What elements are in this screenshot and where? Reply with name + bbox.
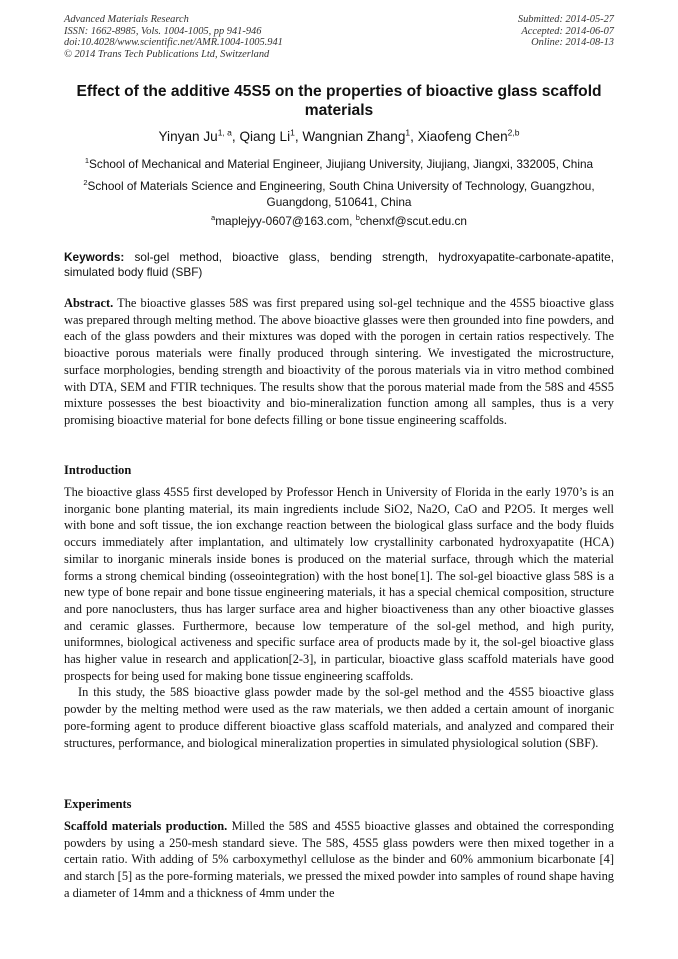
doi-line: doi:10.4028/www.scientific.net/AMR.1004-1005.941 (64, 37, 283, 49)
affiliation-2 (64, 178, 614, 210)
email-mark: b (355, 213, 360, 223)
paragraph: The bioactive glass 45S5 first developed by Professor Hench in University of Florida in the early 1970’s is an inorganic bone planting material, its main ingredients include SiO2, Na2O, CaO and P2O5. It merges well with bone and soft tissue, the ion exchange reaction between the biological glass surface and the body fluids occurs immediately after implantation, and ultimately low crystallinity carbonated hydroxyapatite (HCA) similar to inorganic minerals inside bones is produced on the material surface, through which the material forms a strong chemical binding (osseointegration) with the host bone[1]. The sol-gel bioactive glass 58S is a new type of bone repair and bone tissue engineering materials, it has a special chemical composition, structure and pore nanoclusters, thus has larger surface area and higher bioactiveness than any other bioactive glasses and ceramic glasses. Furthermore, because low temperature of the sol-gel method, and high purity, uniformnes, biological activeness and specific surface area of products made by it, the sol-gel bioactive glass has higher value in research and application[2-3], in particular, bioactive glass scaffold materials have good prospects for being used for making bone tissue engineering scaffolds. (64, 485, 614, 683)
affiliation-mark: 1 (84, 156, 90, 166)
journal-info (64, 14, 283, 60)
author-list (64, 128, 614, 145)
author-name: Qiang Li (239, 129, 291, 144)
abstract-block (64, 295, 614, 429)
keywords-block (64, 250, 614, 280)
paragraph: Milled the 58S and 45S5 bioactive glasses and obtained the corresponding powders by using a 250-mesh standard sieve. The 58S, 45S5 glass powders were then mixed together in a certain ratio. With adding of 5% carboxymethyl cellulose as the binder and 60% ammonium bicarbonate [4] and starch [5] as the pore-forming materials, we pressed the mixed powder into samples of round shape having a diameter of 14mm and a thickness of 4mm under the (64, 819, 614, 900)
author-separator: , (294, 129, 303, 144)
dates-info (518, 14, 614, 49)
author-affiliation-mark: 1 (405, 127, 411, 138)
author-name: Yinyan Ju (158, 129, 218, 144)
author-affiliation-mark: 1 (290, 127, 295, 138)
experiments-body (64, 818, 614, 902)
email-mark: a (211, 213, 216, 223)
section-heading-experiments: Experiments (64, 797, 132, 811)
abstract-label: Abstract. (64, 296, 114, 310)
author-name: Xiaofeng Chen (417, 129, 508, 144)
journal-name: Advanced Materials Research (64, 14, 189, 25)
section-heading-introduction: Introduction (64, 463, 132, 477)
paper-title: Effect of the additive 45S5 on the properties of bioactive glass scaffold materials (76, 83, 602, 119)
author-affiliation-mark: 2,b (507, 127, 520, 138)
affiliation-text: School of Mechanical and Material Engineer, Jiujiang University, Jiujiang, Jiangxi, 332005, China (89, 157, 594, 171)
email-link[interactable]: maplejyy-0607@163.com (215, 214, 350, 228)
affiliation-1 (64, 156, 614, 172)
affiliation-text: School of Materials Science and Engineering, South China University of Technology, Guangzhou, Guangdong, 510641, China (87, 179, 595, 209)
affiliation-mark: 2 (83, 178, 88, 188)
online-date: Online: 2014-08-13 (531, 37, 614, 49)
author-emails: $^a$maplejyy-0607@163.com, $^b$chenxf@scut.edu.cn (211, 213, 467, 228)
keywords-label: Keywords: (64, 250, 125, 264)
accepted-date: Accepted: 2014-06-07 (521, 25, 614, 37)
subsection-label: Scaffold materials production. (64, 819, 228, 833)
abstract-text: The bioactive glasses 58S was first prepared using sol-gel technique and the 45S5 bioactive glass was prepared through melting method. The above bioactive glasses were then grounded into fine powders, and each of the glass powders and their mixtures was doped with the porogen in certain ratios respectively. The bioactive porous materials were finally produced through sintering. We investigated the microstructure, surface morphologies, bending strength and bioactivity of the porous materials via in vitro method combined with DTA, SEM and FTIR techniques. The results show that the porous material made from the 58S and 45S5 mixture possesses the best bioactivity and bio-mineralization function among all samples, thus is a very promising bioactive material for bone defects filling or bone tissue engineering scaffolds. (64, 296, 614, 427)
author-name: Wangnian Zhang (302, 129, 406, 144)
email-link[interactable]: chenxf@scut.edu.cn (359, 214, 467, 228)
paragraph: In this study, the 58S bioactive glass powder made by the sol-gel method and the 45S5 bioactive glass powder by the melting method were used as the raw materials, we then added a certain amount of inorganic pore-forming agent to produce different bioactive glass scaffold materials, and analyzed and compared their structures, performance, and biological mineralization properties in simulated physiological solution (SBF). (64, 685, 614, 750)
author-separator: , (231, 129, 240, 144)
issn-line: ISSN: 1662-8985, Vols. 1004-1005, pp 941-946 (64, 25, 262, 37)
keywords-text: sol-gel method, bioactive glass, bending strength, hydroxyapatite-carbonate-apatite, simulated body fluid (SBF) (64, 250, 614, 279)
author-affiliation-mark: 1, a (217, 127, 232, 138)
submitted-date: Submitted: 2014-05-27 (517, 14, 614, 25)
introduction-body (64, 484, 614, 751)
author-separator: , (410, 129, 418, 144)
copyright-line: © 2014 Trans Tech Publications Ltd, Switzerland (64, 48, 270, 60)
